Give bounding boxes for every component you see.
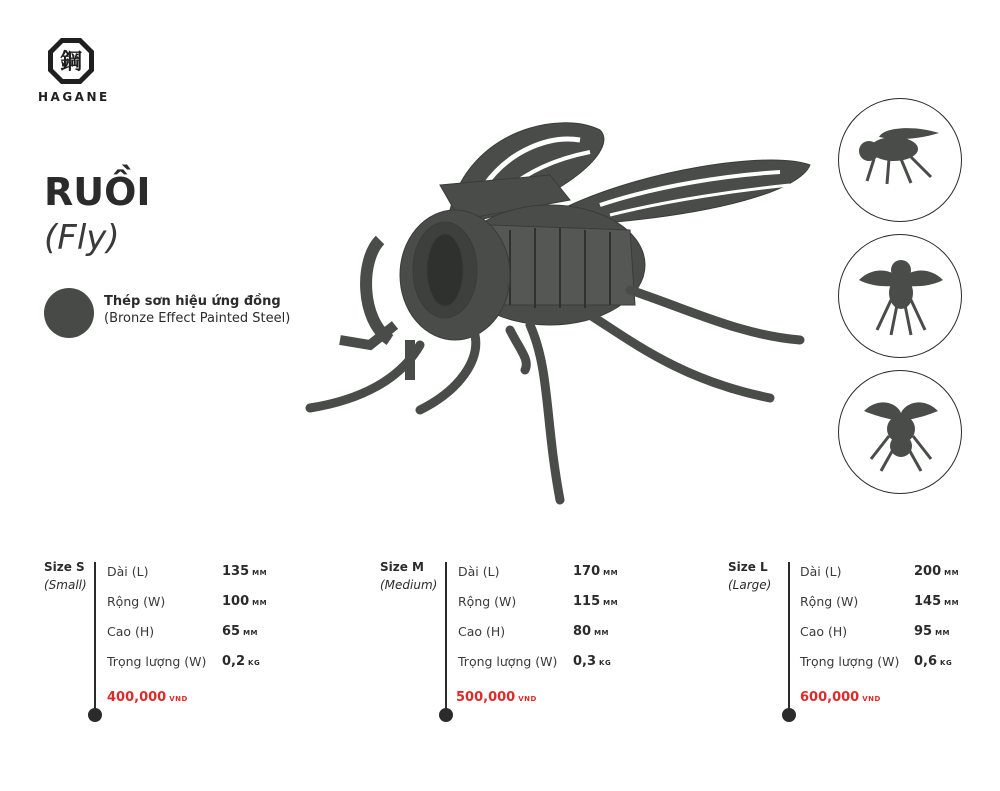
spec-label-height: Cao (H) — [458, 624, 506, 639]
spec-label-length: Dài (L) — [107, 564, 149, 579]
spec-label-height: Cao (H) — [107, 624, 155, 639]
size-dot — [782, 708, 796, 722]
fly-product-image — [300, 90, 820, 510]
size-sub: (Small) — [44, 578, 87, 592]
product-subtitle: (Fly) — [44, 218, 120, 258]
price: 500,000 VND — [456, 690, 537, 705]
material-swatch — [44, 288, 94, 338]
size-dot — [439, 708, 453, 722]
hagane-emblem-icon — [46, 36, 96, 86]
thumbnail-top-view[interactable] — [838, 370, 962, 494]
size-divider — [94, 562, 96, 714]
price: 400,000 VND — [107, 690, 188, 705]
fly-front-icon — [839, 235, 962, 358]
size-sub: (Large) — [728, 578, 772, 592]
spec-value-weight: 0,3 KG — [573, 654, 612, 669]
fly-side-icon — [839, 99, 962, 222]
spec-label-length: Dài (L) — [458, 564, 500, 579]
size-name: Size S — [44, 560, 85, 574]
spec-value-height: 80 MM — [573, 624, 610, 639]
spec-value-height: 65 MM — [222, 624, 259, 639]
spec-value-width: 100 MM — [222, 594, 268, 609]
spec-value-width: 145 MM — [914, 594, 960, 609]
spec-value-width: 115 MM — [573, 594, 619, 609]
spec-label-width: Rộng (W) — [458, 594, 517, 609]
logo-glyph: 鋼 — [59, 50, 83, 75]
spec-value-length: 170 MM — [573, 564, 619, 579]
spec-value-length: 135 MM — [222, 564, 268, 579]
product-title: RUỒI — [44, 170, 151, 214]
spec-label-width: Rộng (W) — [800, 594, 859, 609]
fly-top-icon — [839, 371, 962, 494]
spec-value-weight: 0,6 KG — [914, 654, 953, 669]
size-name: Size M — [380, 560, 424, 574]
spec-value-weight: 0,2 KG — [222, 654, 261, 669]
size-name: Size L — [728, 560, 768, 574]
material-name-vn: Thép sơn hiệu ứng đồng — [104, 294, 281, 309]
thumbnail-side-view[interactable] — [838, 98, 962, 222]
material-name-en: (Bronze Effect Painted Steel) — [104, 311, 291, 326]
spec-value-length: 200 MM — [914, 564, 960, 579]
spec-label-weight: Trọng lượng (W) — [800, 654, 900, 669]
size-divider — [788, 562, 790, 714]
spec-value-height: 95 MM — [914, 624, 951, 639]
spec-label-height: Cao (H) — [800, 624, 848, 639]
spec-label-weight: Trọng lượng (W) — [458, 654, 558, 669]
price: 600,000 VND — [800, 690, 881, 705]
size-sub: (Medium) — [380, 578, 438, 592]
spec-label-weight: Trọng lượng (W) — [107, 654, 207, 669]
size-divider — [445, 562, 447, 714]
brand-name: HAGANE — [38, 90, 110, 104]
spec-label-width: Rộng (W) — [107, 594, 166, 609]
size-dot — [88, 708, 102, 722]
thumbnail-front-view[interactable] — [838, 234, 962, 358]
spec-label-length: Dài (L) — [800, 564, 842, 579]
brand-logo — [38, 36, 110, 104]
